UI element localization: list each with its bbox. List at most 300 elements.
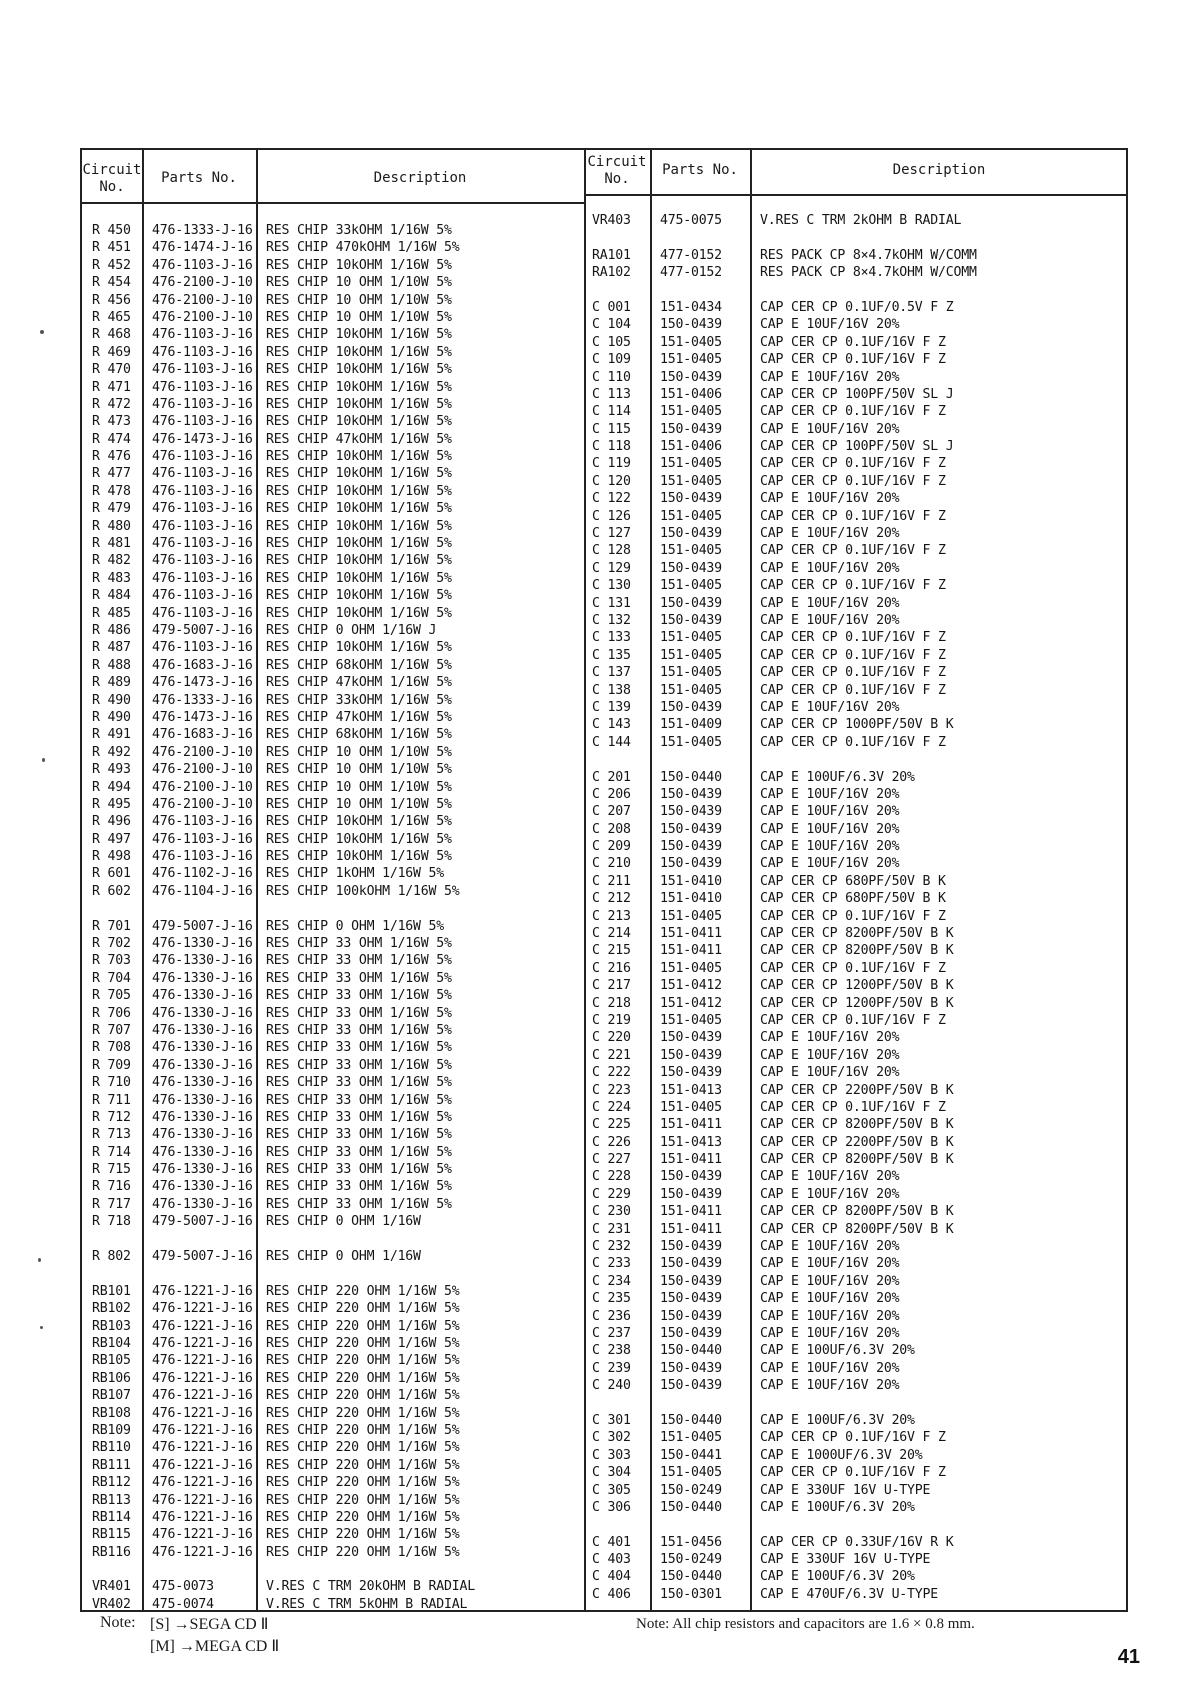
scan-speck	[42, 758, 45, 762]
part-no: 476-1221-J-16	[152, 1422, 253, 1438]
part-no: 150-0440	[660, 1499, 722, 1515]
description: CAP E 10UF/16V 20%	[760, 786, 900, 802]
row-spacer	[760, 751, 977, 768]
part-no: 151-0405	[660, 473, 722, 489]
part-no: 150-0439	[660, 1378, 722, 1394]
description: CAP E 10UF/16V 20%	[760, 526, 900, 542]
description: RES CHIP 33 OHM 1/16W 5%	[266, 1109, 452, 1125]
part-no: 476-2100-J-10	[152, 796, 253, 812]
description: RES CHIP 10kOHM 1/16W 5%	[266, 849, 452, 865]
description: RES CHIP 33 OHM 1/16W 5%	[266, 1196, 452, 1212]
circuit-no: R 496	[92, 814, 131, 830]
description: RES CHIP 220 OHM 1/16W 5%	[266, 1492, 460, 1508]
part-no: 150-0439	[660, 1186, 722, 1202]
part-no: 476-1103-J-16	[152, 379, 253, 395]
circuit-no: C 135	[592, 647, 631, 663]
row-spacer	[152, 1231, 253, 1248]
description: CAP E 100UF/6.3V 20%	[760, 1343, 915, 1359]
description: RES CHIP 1kOHM 1/16W 5%	[266, 866, 445, 882]
part-no: 151-0411	[660, 943, 722, 959]
part-no: 150-0439	[660, 1047, 722, 1063]
description: CAP CER CP 2200PF/50V B K	[760, 1082, 954, 1098]
part-no: 151-0411	[660, 926, 722, 942]
description: RES CHIP 220 OHM 1/16W 5%	[266, 1301, 460, 1317]
circuit-no: C 132	[592, 612, 631, 628]
left-description-column	[266, 222, 475, 1613]
part-no: 150-0439	[660, 491, 722, 507]
note-label: Note:	[100, 1614, 136, 1631]
row-spacer	[660, 751, 722, 768]
circuit-no: R 492	[92, 744, 131, 760]
description: RES CHIP 10kOHM 1/16W 5%	[266, 466, 452, 482]
circuit-no: R 450	[92, 223, 131, 238]
circuit-no: R 480	[92, 518, 131, 534]
circuit-no: C 239	[592, 1360, 631, 1376]
description: CAP CER CP 0.1UF/0.5V F Z	[760, 299, 954, 315]
part-no: 476-1103-J-16	[152, 414, 253, 430]
description: RES CHIP 470kOHM 1/16W 5%	[266, 240, 460, 256]
part-no: 476-1221-J-16	[152, 1283, 253, 1299]
circuit-no: C 240	[592, 1378, 631, 1394]
part-no: 476-1221-J-16	[152, 1318, 253, 1334]
description: RES CHIP 33 OHM 1/16W 5%	[266, 1022, 452, 1038]
circuit-no: R 477	[92, 466, 131, 482]
description: CAP CER CP 8200PF/50V B K	[760, 943, 954, 959]
circuit-no: C 234	[592, 1273, 631, 1289]
circuit-no: R 470	[92, 362, 131, 378]
description: CAP E 10UF/16V 20%	[760, 560, 900, 576]
part-no: 476-1330-J-16	[152, 1075, 253, 1091]
circuit-no: C 306	[592, 1499, 631, 1515]
circuit-no: R 456	[92, 292, 131, 308]
part-no: 150-0301	[660, 1586, 722, 1602]
description: CAP E 100UF/6.3V 20%	[760, 769, 915, 785]
description: CAP CER CP 0.1UF/16V F Z	[760, 960, 946, 976]
row-spacer	[152, 900, 253, 917]
circuit-no: R 490	[92, 692, 131, 708]
part-no: 476-1103-J-16	[152, 344, 253, 360]
description: RES CHIP 33 OHM 1/16W 5%	[266, 970, 452, 986]
circuit-no: RB109	[92, 1422, 131, 1438]
description: CAP CER CP 1000PF/50V B K	[760, 717, 954, 733]
part-no: 151-0405	[660, 630, 722, 646]
description: RES CHIP 33 OHM 1/16W 5%	[266, 1179, 452, 1195]
part-no: 150-0439	[660, 612, 722, 628]
description: CAP E 10UF/16V 20%	[760, 595, 900, 611]
part-no: 150-0439	[660, 560, 722, 576]
row-spacer	[592, 751, 631, 768]
description: RES CHIP 10kOHM 1/16W 5%	[266, 814, 452, 830]
part-no: 151-0410	[660, 873, 722, 889]
circuit-no: C 219	[592, 1012, 631, 1028]
description: RES CHIP 33 OHM 1/16W 5%	[266, 1005, 452, 1021]
description: RES CHIP 10 OHM 1/10W 5%	[266, 744, 452, 760]
row-spacer	[760, 1516, 977, 1533]
description: RES CHIP 220 OHM 1/16W 5%	[266, 1283, 460, 1299]
circuit-no: RB113	[92, 1492, 131, 1508]
circuit-no: R 493	[92, 762, 131, 778]
circuit-no: R 479	[92, 501, 131, 517]
part-no: 150-0439	[660, 1065, 722, 1081]
part-no: 151-0405	[660, 647, 722, 663]
description: RES CHIP 0 OHM 1/16W 5%	[266, 918, 445, 934]
description: CAP E 10UF/16V 20%	[760, 1256, 900, 1272]
row-spacer	[760, 282, 977, 299]
description: CAP E 10UF/16V 20%	[760, 856, 900, 872]
part-no: 150-0439	[660, 421, 722, 437]
description: RES CHIP 220 OHM 1/16W 5%	[266, 1353, 460, 1369]
part-no: 150-0440	[660, 1412, 722, 1428]
circuit-no: R 491	[92, 727, 131, 743]
circuit-no: R 705	[92, 988, 131, 1004]
description: CAP E 10UF/16V 20%	[760, 1378, 900, 1394]
column-divider	[142, 150, 144, 1610]
circuit-no: R 489	[92, 675, 131, 691]
part-no: 150-0439	[660, 1239, 722, 1255]
circuit-no: C 223	[592, 1082, 631, 1098]
circuit-no: R 707	[92, 1022, 131, 1038]
part-no: 151-0411	[660, 1204, 722, 1220]
part-no: 150-0439	[660, 1169, 722, 1185]
description: CAP CER CP 0.1UF/16V F Z	[760, 630, 946, 646]
column-divider	[256, 150, 258, 1610]
part-no: 150-0439	[660, 821, 722, 837]
circuit-no: C 233	[592, 1256, 631, 1272]
scan-speck	[40, 1326, 43, 1329]
description: CAP CER CP 100PF/50V SL J	[760, 386, 954, 402]
circuit-no: C 232	[592, 1239, 631, 1255]
header-parts-no-left: Parts No.	[161, 170, 237, 186]
description: RES CHIP 220 OHM 1/16W 5%	[266, 1475, 460, 1491]
circuit-no: C 206	[592, 786, 631, 802]
circuit-no: R 704	[92, 970, 131, 986]
right-circuit-column	[592, 212, 631, 1603]
description: CAP CER CP 8200PF/50V B K	[760, 1204, 954, 1220]
circuit-no: C 137	[592, 665, 631, 681]
circuit-no: C 226	[592, 1134, 631, 1150]
row-spacer	[660, 282, 722, 299]
circuit-no: C 139	[592, 699, 631, 715]
circuit-no: RA102	[592, 265, 631, 281]
header-no-label: No.	[604, 171, 630, 187]
description: RES CHIP 33kOHM 1/16W 5%	[266, 223, 452, 238]
header-description-right: Description	[892, 162, 986, 178]
part-no: 151-0405	[660, 456, 722, 472]
description: V.RES C TRM 20kOHM B RADIAL	[266, 1579, 475, 1595]
part-no: 151-0409	[660, 717, 722, 733]
part-no: 476-1104-J-16	[152, 883, 253, 899]
description: CAP CER CP 100PF/50V SL J	[760, 439, 954, 455]
circuit-no: R 715	[92, 1162, 131, 1178]
part-no: 476-1221-J-16	[152, 1457, 253, 1473]
description: RES CHIP 10kOHM 1/16W 5%	[266, 570, 452, 586]
part-no: 476-1473-J-16	[152, 675, 253, 691]
description: CAP CER CP 0.1UF/16V F Z	[760, 682, 946, 698]
description: RES CHIP 33 OHM 1/16W 5%	[266, 1127, 452, 1143]
circuit-no: C 235	[592, 1291, 631, 1307]
circuit-no: RB103	[92, 1318, 131, 1334]
circuit-no: C 216	[592, 960, 631, 976]
part-no: 476-1221-J-16	[152, 1353, 253, 1369]
part-no: 476-1683-J-16	[152, 657, 253, 673]
circuit-no: C 225	[592, 1117, 631, 1133]
row-spacer	[760, 229, 977, 246]
circuit-no: R 483	[92, 570, 131, 586]
row-spacer	[92, 1561, 131, 1578]
circuit-no: C 403	[592, 1552, 631, 1568]
part-no: 476-1221-J-16	[152, 1475, 253, 1491]
description: RES CHIP 220 OHM 1/16W 5%	[266, 1527, 460, 1543]
description: CAP E 10UF/16V 20%	[760, 839, 900, 855]
circuit-no: VR401	[92, 1579, 131, 1595]
part-no: 476-2100-J-10	[152, 292, 253, 308]
description: CAP E 10UF/16V 20%	[760, 1047, 900, 1063]
circuit-no: R 709	[92, 1057, 131, 1073]
part-no: 150-0439	[660, 804, 722, 820]
description: RES CHIP 10kOHM 1/16W 5%	[266, 344, 452, 360]
description: RES CHIP 10kOHM 1/16W 5%	[266, 362, 452, 378]
part-no: 476-1333-J-16	[152, 692, 253, 708]
circuit-no: R 451	[92, 240, 131, 256]
description: CAP E 10UF/16V 20%	[760, 612, 900, 628]
part-no: 150-0439	[660, 786, 722, 802]
description: CAP E 10UF/16V 20%	[760, 1030, 900, 1046]
circuit-no: R 473	[92, 414, 131, 430]
left-circuit-column	[92, 222, 131, 1613]
part-no: 476-1330-J-16	[152, 1196, 253, 1212]
part-no: 150-0439	[660, 1308, 722, 1324]
row-spacer	[266, 1265, 475, 1282]
circuit-no: C 220	[592, 1030, 631, 1046]
description: CAP E 10UF/16V 20%	[760, 699, 900, 715]
circuit-no: RB106	[92, 1370, 131, 1386]
circuit-no: R 495	[92, 796, 131, 812]
description: CAP CER CP 8200PF/50V B K	[760, 1152, 954, 1168]
description: RES CHIP 220 OHM 1/16W 5%	[266, 1440, 460, 1456]
circuit-no: C 231	[592, 1221, 631, 1237]
part-no: 151-0405	[660, 334, 722, 350]
part-no: 476-2100-J-10	[152, 275, 253, 291]
circuit-no: C 404	[592, 1569, 631, 1585]
part-no: 476-1221-J-16	[152, 1509, 253, 1525]
description: CAP CER CP 0.1UF/16V F Z	[760, 404, 946, 420]
part-no: 476-1221-J-16	[152, 1405, 253, 1421]
circuit-no: C 144	[592, 734, 631, 750]
part-no: 476-1102-J-16	[152, 866, 253, 882]
circuit-no: C 303	[592, 1447, 631, 1463]
circuit-no: C 104	[592, 317, 631, 333]
description: RES CHIP 33 OHM 1/16W 5%	[266, 936, 452, 952]
part-no: 150-0439	[660, 856, 722, 872]
part-no: 150-0439	[660, 1326, 722, 1341]
description: RES CHIP 220 OHM 1/16W 5%	[266, 1544, 460, 1560]
part-no: 476-1330-J-16	[152, 988, 253, 1004]
description: RES CHIP 10 OHM 1/10W 5%	[266, 292, 452, 308]
part-no: 476-1103-J-16	[152, 396, 253, 412]
part-no: 476-1330-J-16	[152, 1005, 253, 1021]
circuit-no: C 238	[592, 1343, 631, 1359]
description: V.RES C TRM 2kOHM B RADIAL	[760, 213, 962, 228]
circuit-no: C 109	[592, 352, 631, 368]
description: CAP E 1000UF/6.3V 20%	[760, 1447, 923, 1463]
row-spacer	[660, 229, 722, 246]
right-parts-column	[660, 212, 722, 1603]
description: RES CHIP 10kOHM 1/16W 5%	[266, 536, 452, 552]
circuit-no: C 110	[592, 369, 631, 385]
part-no: 476-1103-J-16	[152, 553, 253, 569]
description: RES CHIP 10 OHM 1/10W 5%	[266, 309, 452, 325]
circuit-no: C 224	[592, 1099, 631, 1115]
circuit-no: R 494	[92, 779, 131, 795]
part-no: 151-0412	[660, 978, 722, 994]
description: RES CHIP 10 OHM 1/10W 5%	[266, 275, 452, 291]
description: CAP CER CP 0.1UF/16V F Z	[760, 1465, 946, 1481]
description: RES CHIP 10kOHM 1/16W 5%	[266, 588, 452, 604]
part-no: 150-0249	[660, 1482, 722, 1498]
circuit-no: C 209	[592, 839, 631, 855]
part-no: 476-1103-J-16	[152, 814, 253, 830]
description: CAP CER CP 0.1UF/16V F Z	[760, 473, 946, 489]
circuit-no: R 711	[92, 1092, 131, 1108]
row-spacer	[592, 1395, 631, 1412]
circuit-no: RB107	[92, 1388, 131, 1404]
circuit-no: R 498	[92, 849, 131, 865]
circuit-no: C 210	[592, 856, 631, 872]
part-no: 476-1330-J-16	[152, 970, 253, 986]
description: RES PACK CP 8×4.7kOHM W/COMM	[760, 265, 977, 281]
part-no: 150-0439	[660, 1291, 722, 1307]
circuit-no: R 708	[92, 1040, 131, 1056]
column-divider	[650, 150, 652, 1610]
description: CAP E 10UF/16V 20%	[760, 1065, 900, 1081]
circuit-no: R 802	[92, 1249, 131, 1265]
part-no: 479-5007-J-16	[152, 918, 253, 934]
part-no: 150-0441	[660, 1447, 722, 1463]
circuit-no: C 227	[592, 1152, 631, 1168]
part-no: 476-1221-J-16	[152, 1440, 253, 1456]
circuit-no: RB108	[92, 1405, 131, 1421]
column-divider	[584, 150, 586, 1610]
part-no: 476-1103-J-16	[152, 570, 253, 586]
description: RES CHIP 68kOHM 1/16W 5%	[266, 657, 452, 673]
description: RES CHIP 10kOHM 1/16W 5%	[266, 414, 452, 430]
circuit-no: R 602	[92, 883, 131, 899]
description: CAP CER CP 0.1UF/16V F Z	[760, 334, 946, 350]
circuit-no: C 129	[592, 560, 631, 576]
circuit-no: R 472	[92, 396, 131, 412]
part-no: 150-0440	[660, 1343, 722, 1359]
description: CAP E 10UF/16V 20%	[760, 1186, 900, 1202]
circuit-no: R 478	[92, 483, 131, 499]
description: V.RES C TRM 5kOHM B RADIAL	[266, 1596, 468, 1612]
circuit-no: C 114	[592, 404, 631, 420]
part-no: 151-0411	[660, 1221, 722, 1237]
description: RES CHIP 220 OHM 1/16W 5%	[266, 1370, 460, 1386]
description: CAP CER CP 2200PF/50V B K	[760, 1134, 954, 1150]
description: RES CHIP 33 OHM 1/16W 5%	[266, 1092, 452, 1108]
row-spacer	[266, 900, 475, 917]
description: CAP CER CP 0.1UF/16V F Z	[760, 543, 946, 559]
description: RES CHIP 33 OHM 1/16W 5%	[266, 1057, 452, 1073]
description: RES CHIP 47kOHM 1/16W 5%	[266, 675, 452, 691]
description: CAP E 10UF/16V 20%	[760, 1239, 900, 1255]
row-spacer	[760, 1395, 977, 1412]
part-no: 151-0412	[660, 995, 722, 1011]
description: RES CHIP 10kOHM 1/16W 5%	[266, 501, 452, 517]
circuit-no: C 213	[592, 908, 631, 924]
description: CAP CER CP 0.1UF/16V F Z	[760, 665, 946, 681]
circuit-no: C 115	[592, 421, 631, 437]
header-circuit-no-right	[584, 154, 650, 188]
note-chip-size: Note: All chip resistors and capacitors are 1.6 × 0.8 mm.	[636, 1616, 975, 1632]
description: CAP E 10UF/16V 20%	[760, 1273, 900, 1289]
description: RES CHIP 33 OHM 1/16W 5%	[266, 1162, 452, 1178]
circuit-no: C 229	[592, 1186, 631, 1202]
part-no: 476-1330-J-16	[152, 953, 253, 969]
part-no: 477-0152	[660, 247, 722, 263]
part-no: 476-1221-J-16	[152, 1336, 253, 1351]
part-no: 476-2100-J-10	[152, 744, 253, 760]
description: CAP E 10UF/16V 20%	[760, 491, 900, 507]
circuit-no: R 706	[92, 1005, 131, 1021]
part-no: 476-1221-J-16	[152, 1492, 253, 1508]
circuit-no: C 237	[592, 1326, 631, 1341]
header-no-label: No.	[99, 179, 125, 195]
circuit-no: C 122	[592, 491, 631, 507]
circuit-no: C 133	[592, 630, 631, 646]
circuit-no: C 127	[592, 526, 631, 542]
description: CAP CER CP 0.33UF/16V R K	[760, 1534, 954, 1550]
part-no: 151-0405	[660, 578, 722, 594]
part-no: 476-1330-J-16	[152, 1109, 253, 1125]
description: CAP CER CP 0.1UF/16V F Z	[760, 1430, 946, 1446]
circuit-no: C 228	[592, 1169, 631, 1185]
description: RES CHIP 220 OHM 1/16W 5%	[266, 1457, 460, 1473]
description: RES CHIP 0 OHM 1/16W	[266, 1249, 421, 1265]
description: CAP CER CP 0.1UF/16V F Z	[760, 1099, 946, 1115]
description: RES CHIP 10kOHM 1/16W 5%	[266, 396, 452, 412]
part-no: 151-0405	[660, 1012, 722, 1028]
part-no: 150-0439	[660, 1030, 722, 1046]
circuit-no: R 486	[92, 622, 131, 638]
row-spacer	[660, 1516, 722, 1533]
description: RES CHIP 33kOHM 1/16W 5%	[266, 692, 452, 708]
circuit-no: VR403	[592, 213, 631, 228]
part-no: 476-1221-J-16	[152, 1544, 253, 1560]
part-no: 476-1103-J-16	[152, 449, 253, 465]
description: RES CHIP 220 OHM 1/16W 5%	[266, 1336, 460, 1351]
part-no: 151-0405	[660, 508, 722, 524]
circuit-no: C 128	[592, 543, 631, 559]
circuit-no: C 222	[592, 1065, 631, 1081]
part-no: 151-0405	[660, 960, 722, 976]
part-no: 151-0406	[660, 386, 722, 402]
circuit-no: VR402	[92, 1596, 131, 1612]
description: CAP CER CP 1200PF/50V B K	[760, 995, 954, 1011]
circuit-no: RB112	[92, 1475, 131, 1491]
part-no: 475-0073	[152, 1579, 214, 1595]
header-parts-no-right: Parts No.	[662, 162, 738, 178]
circuit-no: RB110	[92, 1440, 131, 1456]
description: RES PACK CP 8×4.7kOHM W/COMM	[760, 247, 977, 263]
description: RES CHIP 0 OHM 1/16W	[266, 1214, 421, 1230]
part-no: 151-0413	[660, 1082, 722, 1098]
description: CAP CER CP 0.1UF/16V F Z	[760, 508, 946, 524]
circuit-no: C 218	[592, 995, 631, 1011]
description: CAP CER CP 1200PF/50V B K	[760, 978, 954, 994]
description: CAP E 10UF/16V 20%	[760, 1326, 900, 1341]
circuit-no: RB104	[92, 1336, 131, 1351]
